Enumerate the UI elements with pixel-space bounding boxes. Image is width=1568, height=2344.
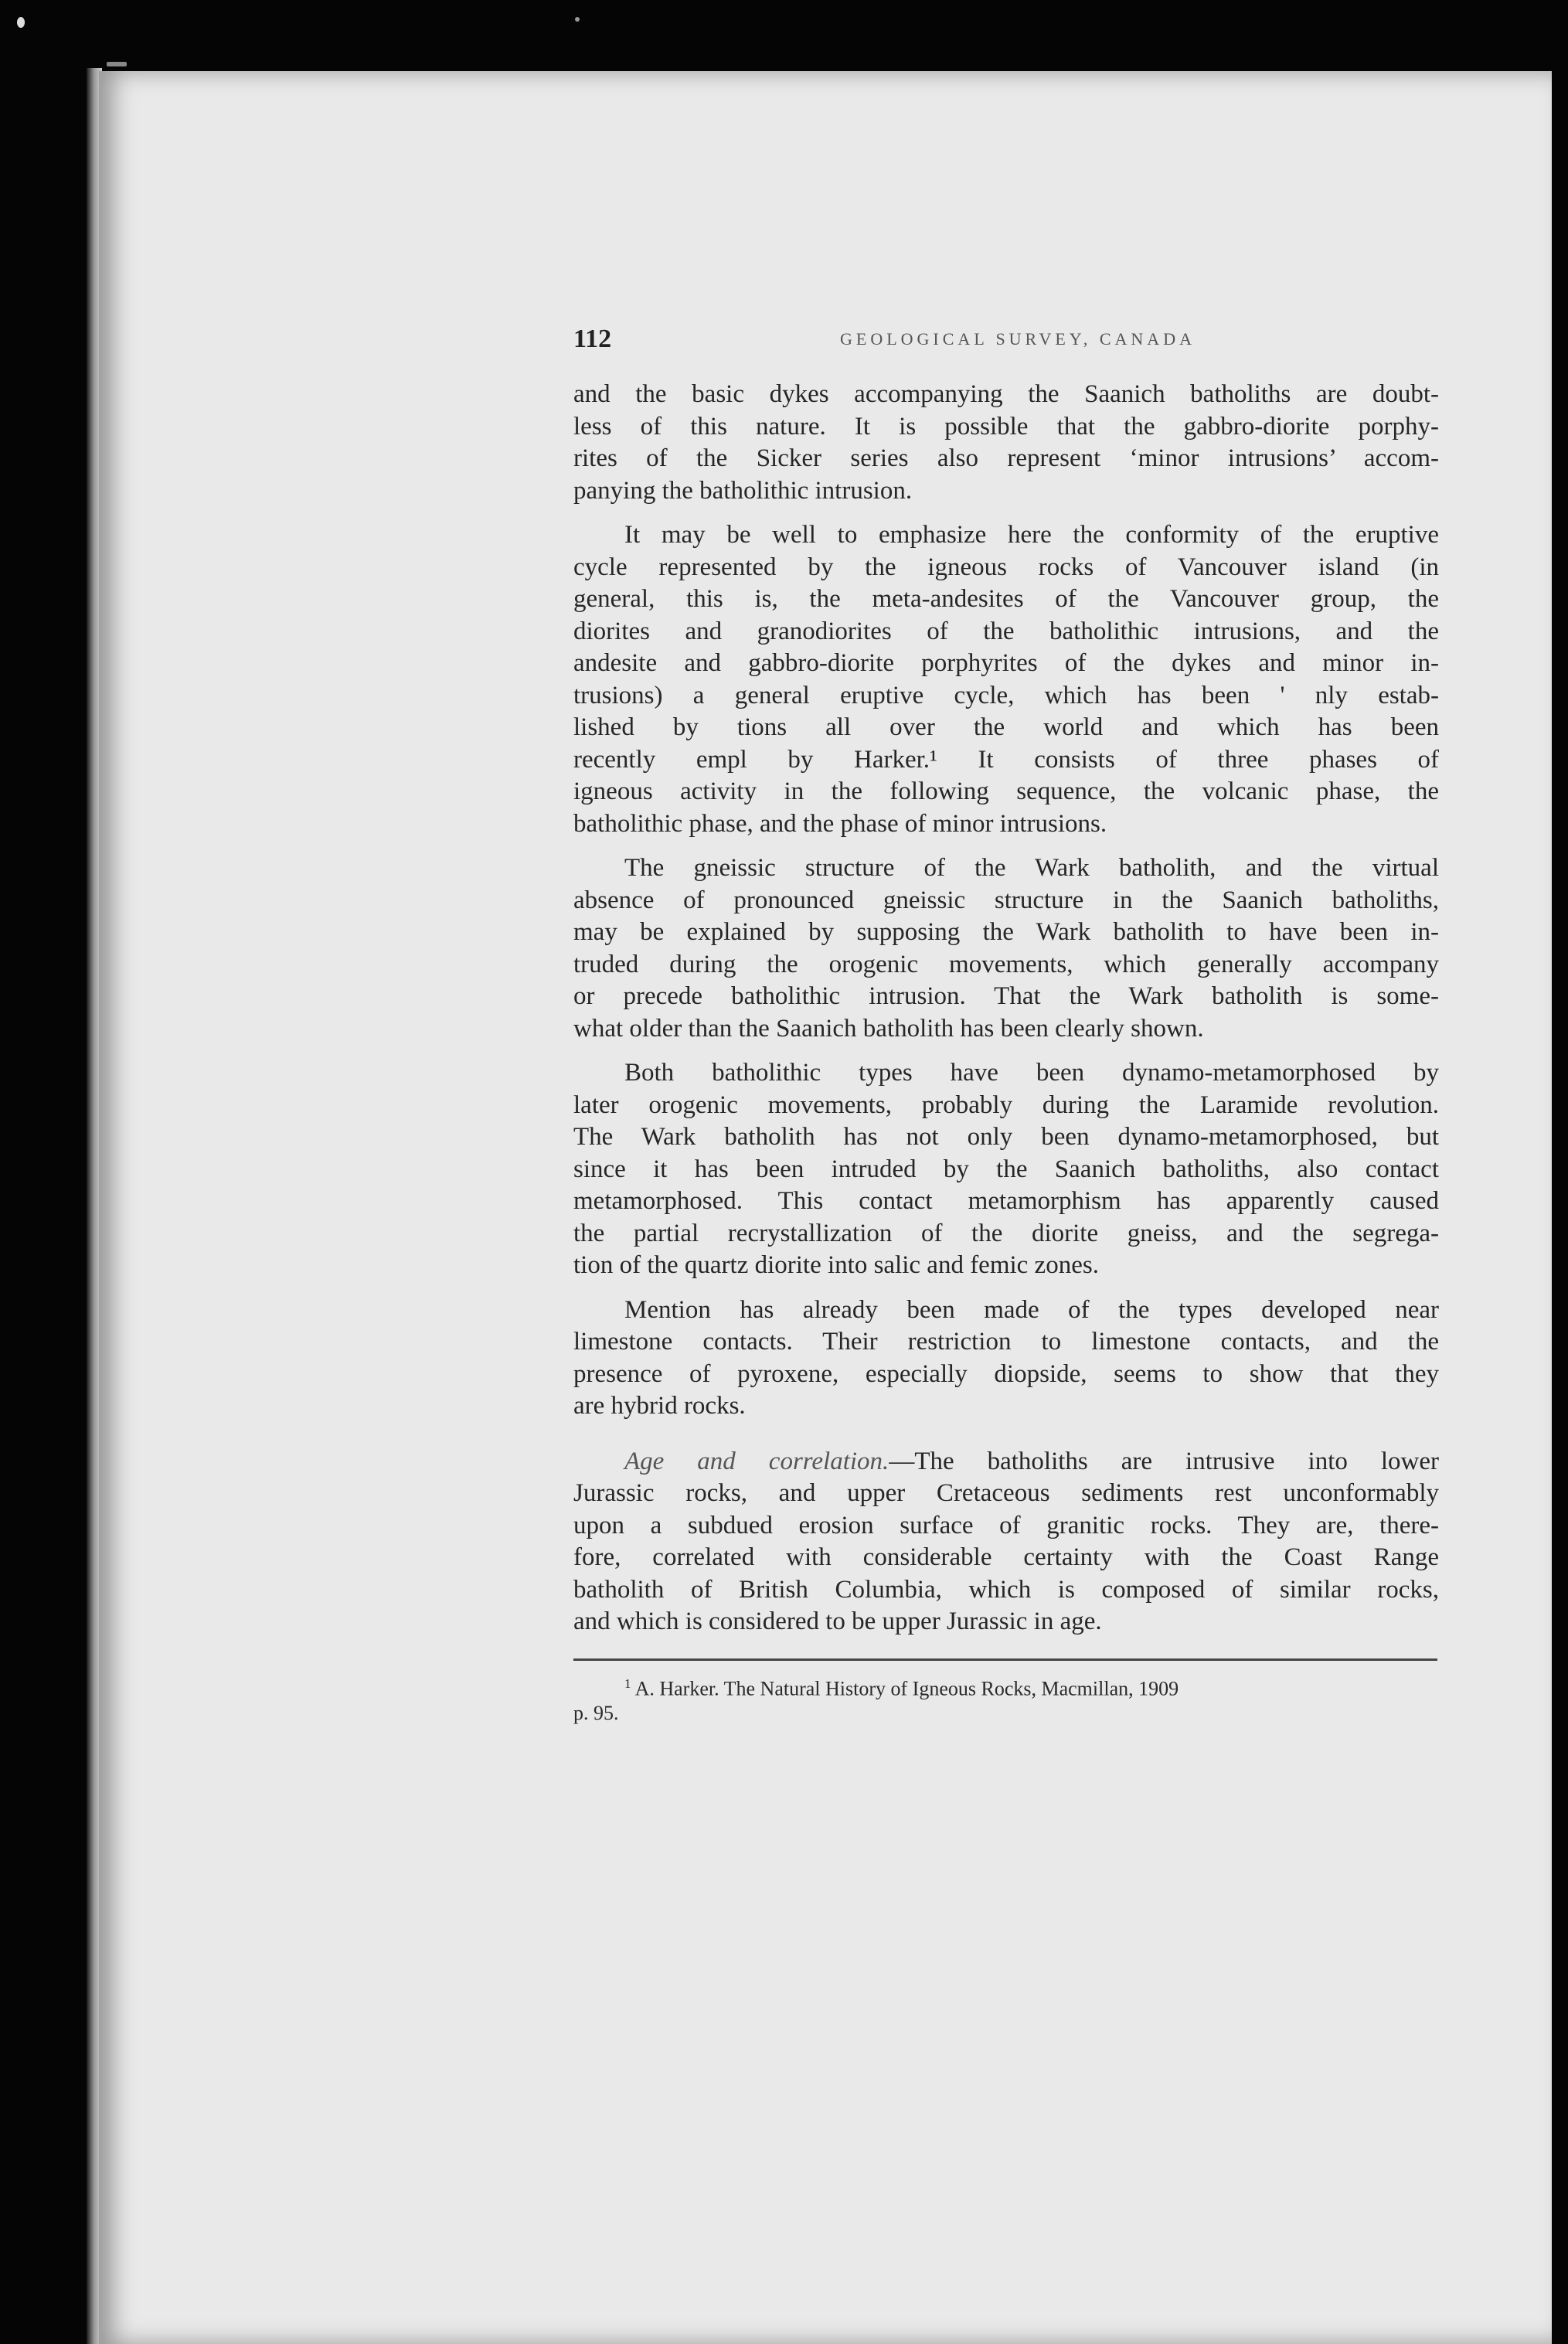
text-line: truded during the orogenic movements, which generally accompany — [573, 950, 1439, 978]
text-line: cycle represented by the igneous rocks of Vancouver island (in — [573, 553, 1439, 581]
heading-continuation: —The batholiths are intrusive into lower — [889, 1447, 1439, 1475]
text-line: or precede batholithic intrusion. That the Wark batholith is some- — [573, 982, 1439, 1010]
text-line: later orogenic movements, probably during the Laramide revolution. — [573, 1090, 1439, 1119]
text-line: what older than the Saanich batholith has been clearly shown. — [573, 1014, 1204, 1043]
footnote-divider — [573, 1658, 1437, 1661]
footnote-citation: A. Harker. The Natural History of Igneous Rocks, Macmillan, 1909 — [634, 1677, 1179, 1700]
text-line: batholith of British Columbia, which is composed of similar rocks, — [573, 1575, 1439, 1604]
text-line: diorites and granodiorites of the batholithic intrusions, and the — [573, 617, 1439, 645]
text-line: and which is considered to be upper Jurassic in age. — [573, 1607, 1102, 1635]
scan-speck — [575, 17, 580, 22]
paragraph-4 — [573, 1057, 1439, 1282]
text-line: andesite and gabbro-diorite porphyrites of the dykes and minor in- — [573, 649, 1439, 677]
scan-speck — [17, 17, 25, 28]
text-line: less of this nature. It is possible that the gabbro-diorite porphy- — [573, 412, 1439, 441]
text-line: Mention has already been made of the types developed near — [624, 1295, 1439, 1324]
running-title: GEOLOGICAL SURVEY, CANADA — [840, 329, 1196, 349]
text-line — [573, 1446, 1439, 1478]
paragraph-3 — [573, 852, 1439, 1045]
footnote-marker: 1 — [624, 1676, 631, 1691]
page-number: 112 — [573, 325, 612, 353]
text-line: batholithic phase, and the phase of minor intrusions. — [573, 809, 1107, 838]
text-line: tion of the quartz diorite into salic and femic zones. — [573, 1251, 1099, 1279]
footnote — [573, 1672, 1439, 1727]
text-line: The gneissic structure of the Wark batholith, and the virtual — [624, 854, 1439, 882]
text-line: are hybrid rocks. — [573, 1392, 746, 1420]
footnote-line — [573, 1672, 1439, 1702]
text-line: The Wark batholith has not only been dynamo-metamorphosed, but — [573, 1123, 1439, 1151]
paragraph-1 — [573, 379, 1439, 507]
section-heading: Age and correlation. — [624, 1447, 889, 1475]
paragraph-2 — [573, 519, 1439, 840]
text-line: panying the batholithic intrusion. — [573, 476, 913, 505]
text-line: upon a subdued erosion surface of granitic rocks. They are, there- — [573, 1511, 1439, 1539]
text-line: may be explained by supposing the Wark batholith to have been in- — [573, 918, 1439, 946]
text-line: rites of the Sicker series also represent ‘minor intrusions’ accom- — [573, 444, 1439, 472]
text-line: and the basic dykes accompanying the Saanich batholiths are doubt- — [573, 380, 1439, 408]
paragraph-5 — [573, 1294, 1439, 1423]
page-content — [573, 325, 1439, 1726]
text-line: general, this is, the meta-andesites of the Vancouver group, the — [573, 585, 1439, 613]
scan-speck — [107, 62, 127, 66]
footnote-page: p. 95. — [573, 1702, 619, 1725]
text-line: Jurassic rocks, and upper Cretaceous sediments rest unconformably — [573, 1479, 1439, 1507]
text-line: lished by tions all over the world and which has been — [573, 713, 1439, 741]
running-head — [573, 325, 1439, 359]
text-line: metamorphosed. This contact metamorphism has apparently caused — [573, 1187, 1439, 1215]
text-line: recently empl by Harker.¹ It consists of three phases of — [573, 745, 1439, 774]
text-line: since it has been intruded by the Saanich batholiths, also contact — [573, 1155, 1439, 1183]
text-line: Both batholithic types have been dynamo-metamorphosed by — [624, 1059, 1439, 1087]
age-correlation-paragraph — [573, 1446, 1439, 1638]
text-line: trusions) a general eruptive cycle, which has been ' nly estab- — [573, 681, 1439, 709]
text-line: igneous activity in the following sequence, the volcanic phase, the — [573, 777, 1439, 805]
text-line: limestone contacts. Their restriction to limestone contacts, and the — [573, 1328, 1439, 1356]
text-line: presence of pyroxene, especially diopside, seems to show that they — [573, 1359, 1439, 1388]
text-line: the partial recrystallization of the diorite gneiss, and the segrega- — [573, 1219, 1439, 1247]
text-line: It may be well to emphasize here the conformity of the eruptive — [624, 521, 1439, 549]
text-line: fore, correlated with considerable certainty with the Coast Range — [573, 1543, 1439, 1571]
text-line: absence of pronounced gneissic structure in the Saanich batholiths, — [573, 886, 1439, 914]
